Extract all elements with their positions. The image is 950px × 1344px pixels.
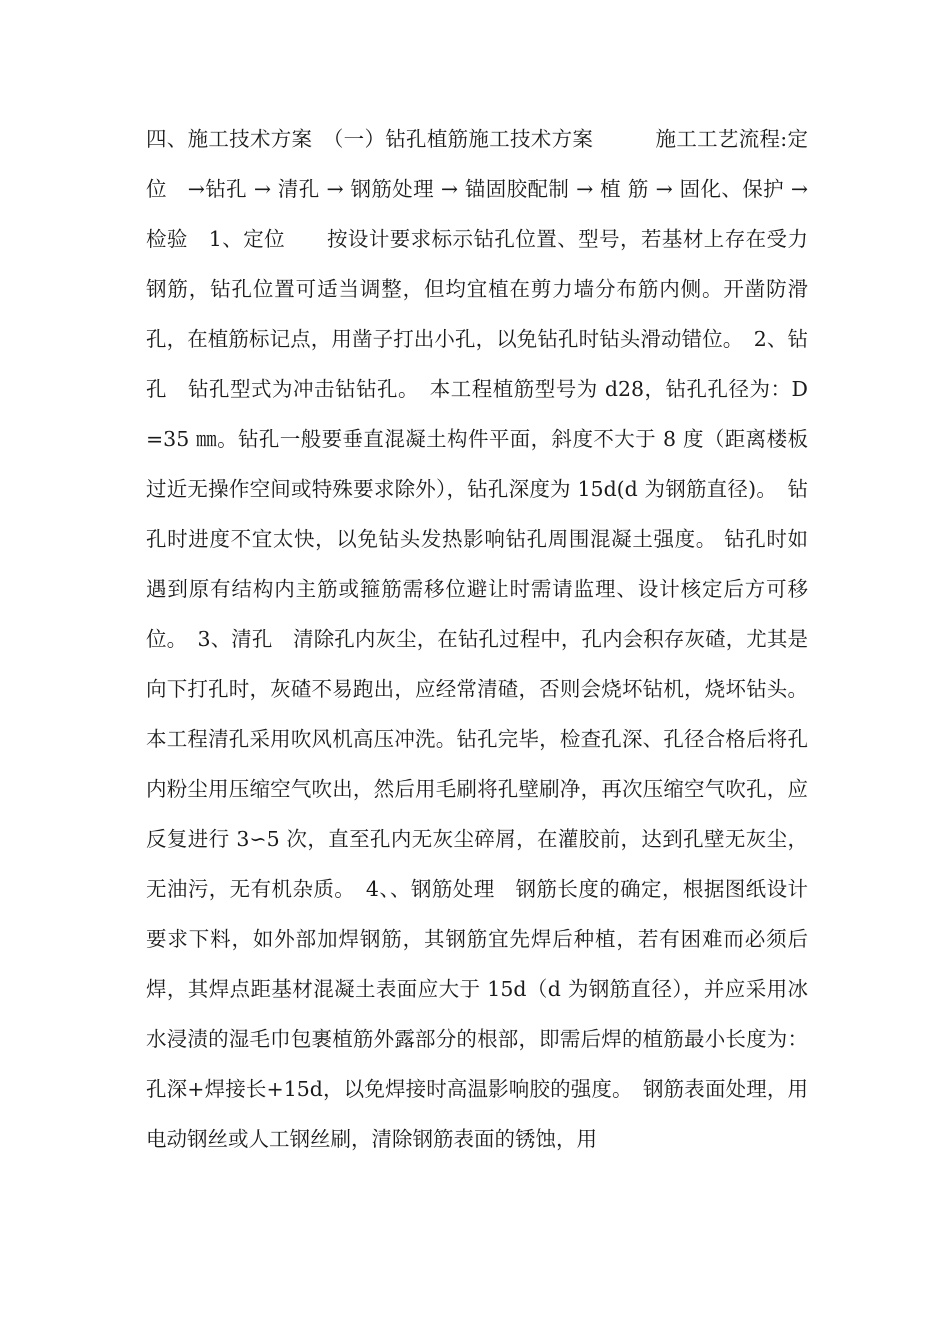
- body-paragraph: 四、施工技术方案 （一）钻孔植筋施工技术方案 施工工艺流程:定位 →钻孔 → 清孔 → 钢筋处理 → 锚固胶配制 → 植 筋 → 固化、保护 → 检验 1、定位 按设计要求标示钻孔位置、型号，若基材上存在受力钢筋，钻孔位置可适当调整，但均宜植在剪力墙分布筋内侧。开凿防滑孔，在植筋标记点，用凿子打出小孔，以免钻孔时钻头滑动错位。 2、钻孔 钻孔型式为冲击钻钻孔。 本工程植筋型号为 d28，钻孔孔径为：D=35 ㎜。钻孔一般要垂直混凝土构件平面，斜度不大于 8 度（距离楼板过近无操作空间或特殊要求除外），钻孔深度为 15d(d 为钢筋直径)。 钻孔时进度不宜太快，以免钻头发热影响钻孔周围混凝土强度。 钻孔时如遇到原有结构内主筋或箍筋需移位避让时需请监理、设计核定后方可移位。 3、清孔 清除孔内灰尘，在钻孔过程中，孔内会积存灰碴，尤其是向下打孔时，灰碴不易跑出，应经常清碴，否则会烧坏钻机，烧坏钻头。本工程清孔采用吹风机高压冲洗。钻孔完毕，检查孔深、孔径合格后将孔内粉尘用压缩空气吹出，然后用毛刷将孔壁刷净，再次压缩空气吹孔，应反复进行 3∽5 次，直至孔内无灰尘碎屑，在灌胶前，达到孔壁无灰尘，无油污，无有机杂质。 4、、钢筋处理 钢筋长度的确定，根据图纸设计要求下料，如外部加焊钢筋，其钢筋宜先焊后种植，若有困难而必须后焊，其焊点距基材混凝土表面应大于 15d（d 为钢筋直径），并应采用冰水浸渍的湿毛巾包裹植筋外露部分的根部，即需后焊的植筋最小长度为：孔深+焊接长+15d，以免焊接时高温影响胶的强度。 钢筋表面处理，用电动钢丝或人工钢丝刷，清除钢筋表面的锈蚀，用: [146, 127, 815, 1151]
